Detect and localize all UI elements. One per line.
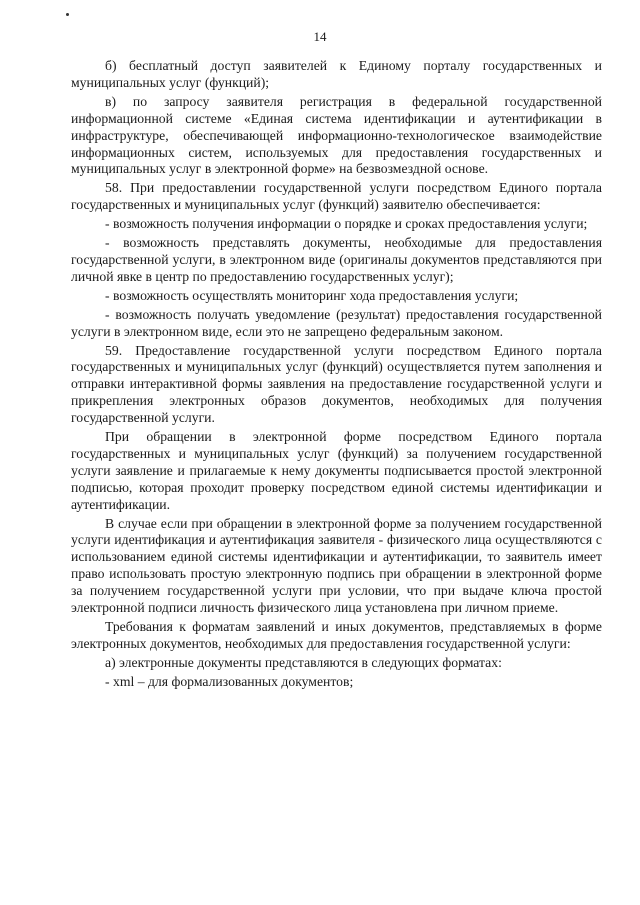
paragraph-58: 58. При предоставлении государственной услуги посредством Единого портала государственных и муниципальных услуг (функций) заявителю обеспечивается: — [71, 180, 602, 213]
list-item-xml: - xml – для формализованных документов; — [105, 673, 354, 689]
document-body — [71, 58, 602, 691]
list-item-monitoring: - возможность осуществлять мониторинг хода предоставления услуги; — [105, 287, 519, 303]
paragraph-format-requirements: Требования к форматам заявлений и иных документов, представляемых в форме электронных документов, необходимых для предоставления государственной услуги: — [71, 619, 602, 651]
paragraph-signature: При обращении в электронной форме посредством Единого портала государственных и муниципальных услуг (функций) за получением государственной услуги заявление и прилагаемые к нему документы подписывается простой электронной подписью, которая проходит проверку посредством единой системы идентификации и аутентификации. — [71, 429, 602, 512]
paragraph-formats-a: а) электронные документы представляются в следующих форматах: — [105, 654, 502, 670]
list-item-notification: - возможность получать уведомление (результат) предоставления государственной услуги в электронном виде, если это не запрещено федеральным законом. — [71, 306, 602, 339]
scan-speck — [66, 13, 69, 16]
list-item-info: - возможность получения информации о порядке и сроках предоставления услуги; — [105, 216, 588, 232]
paragraph-v: в) по запросу заявителя регистрация в федеральной государственной информационной системе «Единая система идентификации и аутентификации в инфраструктуре, обеспечивающей информационно-технологическое взаимодействие информационных систем, используемых для предоставления государственных и муниципальных услуг в электронной форме» на безвозмездной основе. — [71, 93, 602, 177]
page-number: 14 — [313, 29, 327, 44]
paragraph-59: 59. Предоставление государственной услуги посредством Единого портала государственных и муниципальных услуг (функций) осуществляется путем заполнения и отправки интерактивной формы заявления на предоставление государственной услуги и прикрепления электронных образов документов, необходимых для получения государственной услуги. — [71, 342, 602, 426]
list-item-documents: - возможность представлять документы, необходимые для предоставления государственной услуги, в электронном виде (оригиналы документов представляются при личной явке в центр по предоставлению государственных услуг); — [71, 235, 602, 284]
paragraph-identification: В случае если при обращении в электронной форме за получением государственной услуги идентификация и аутентификация заявителя - физического лица осуществляются с использованием единой системы идентификации и аутентификации, то заявитель имеет право использовать простую электронную подпись при обращении в электронной форме за получением государственной услуги при условии, что при выдаче ключа простой электронной подписи личность физического лица установлена при личном приеме. — [71, 515, 602, 616]
paragraph-b: б) бесплатный доступ заявителей к Единому порталу государственных и муниципальных услуг (функций); — [71, 58, 602, 90]
